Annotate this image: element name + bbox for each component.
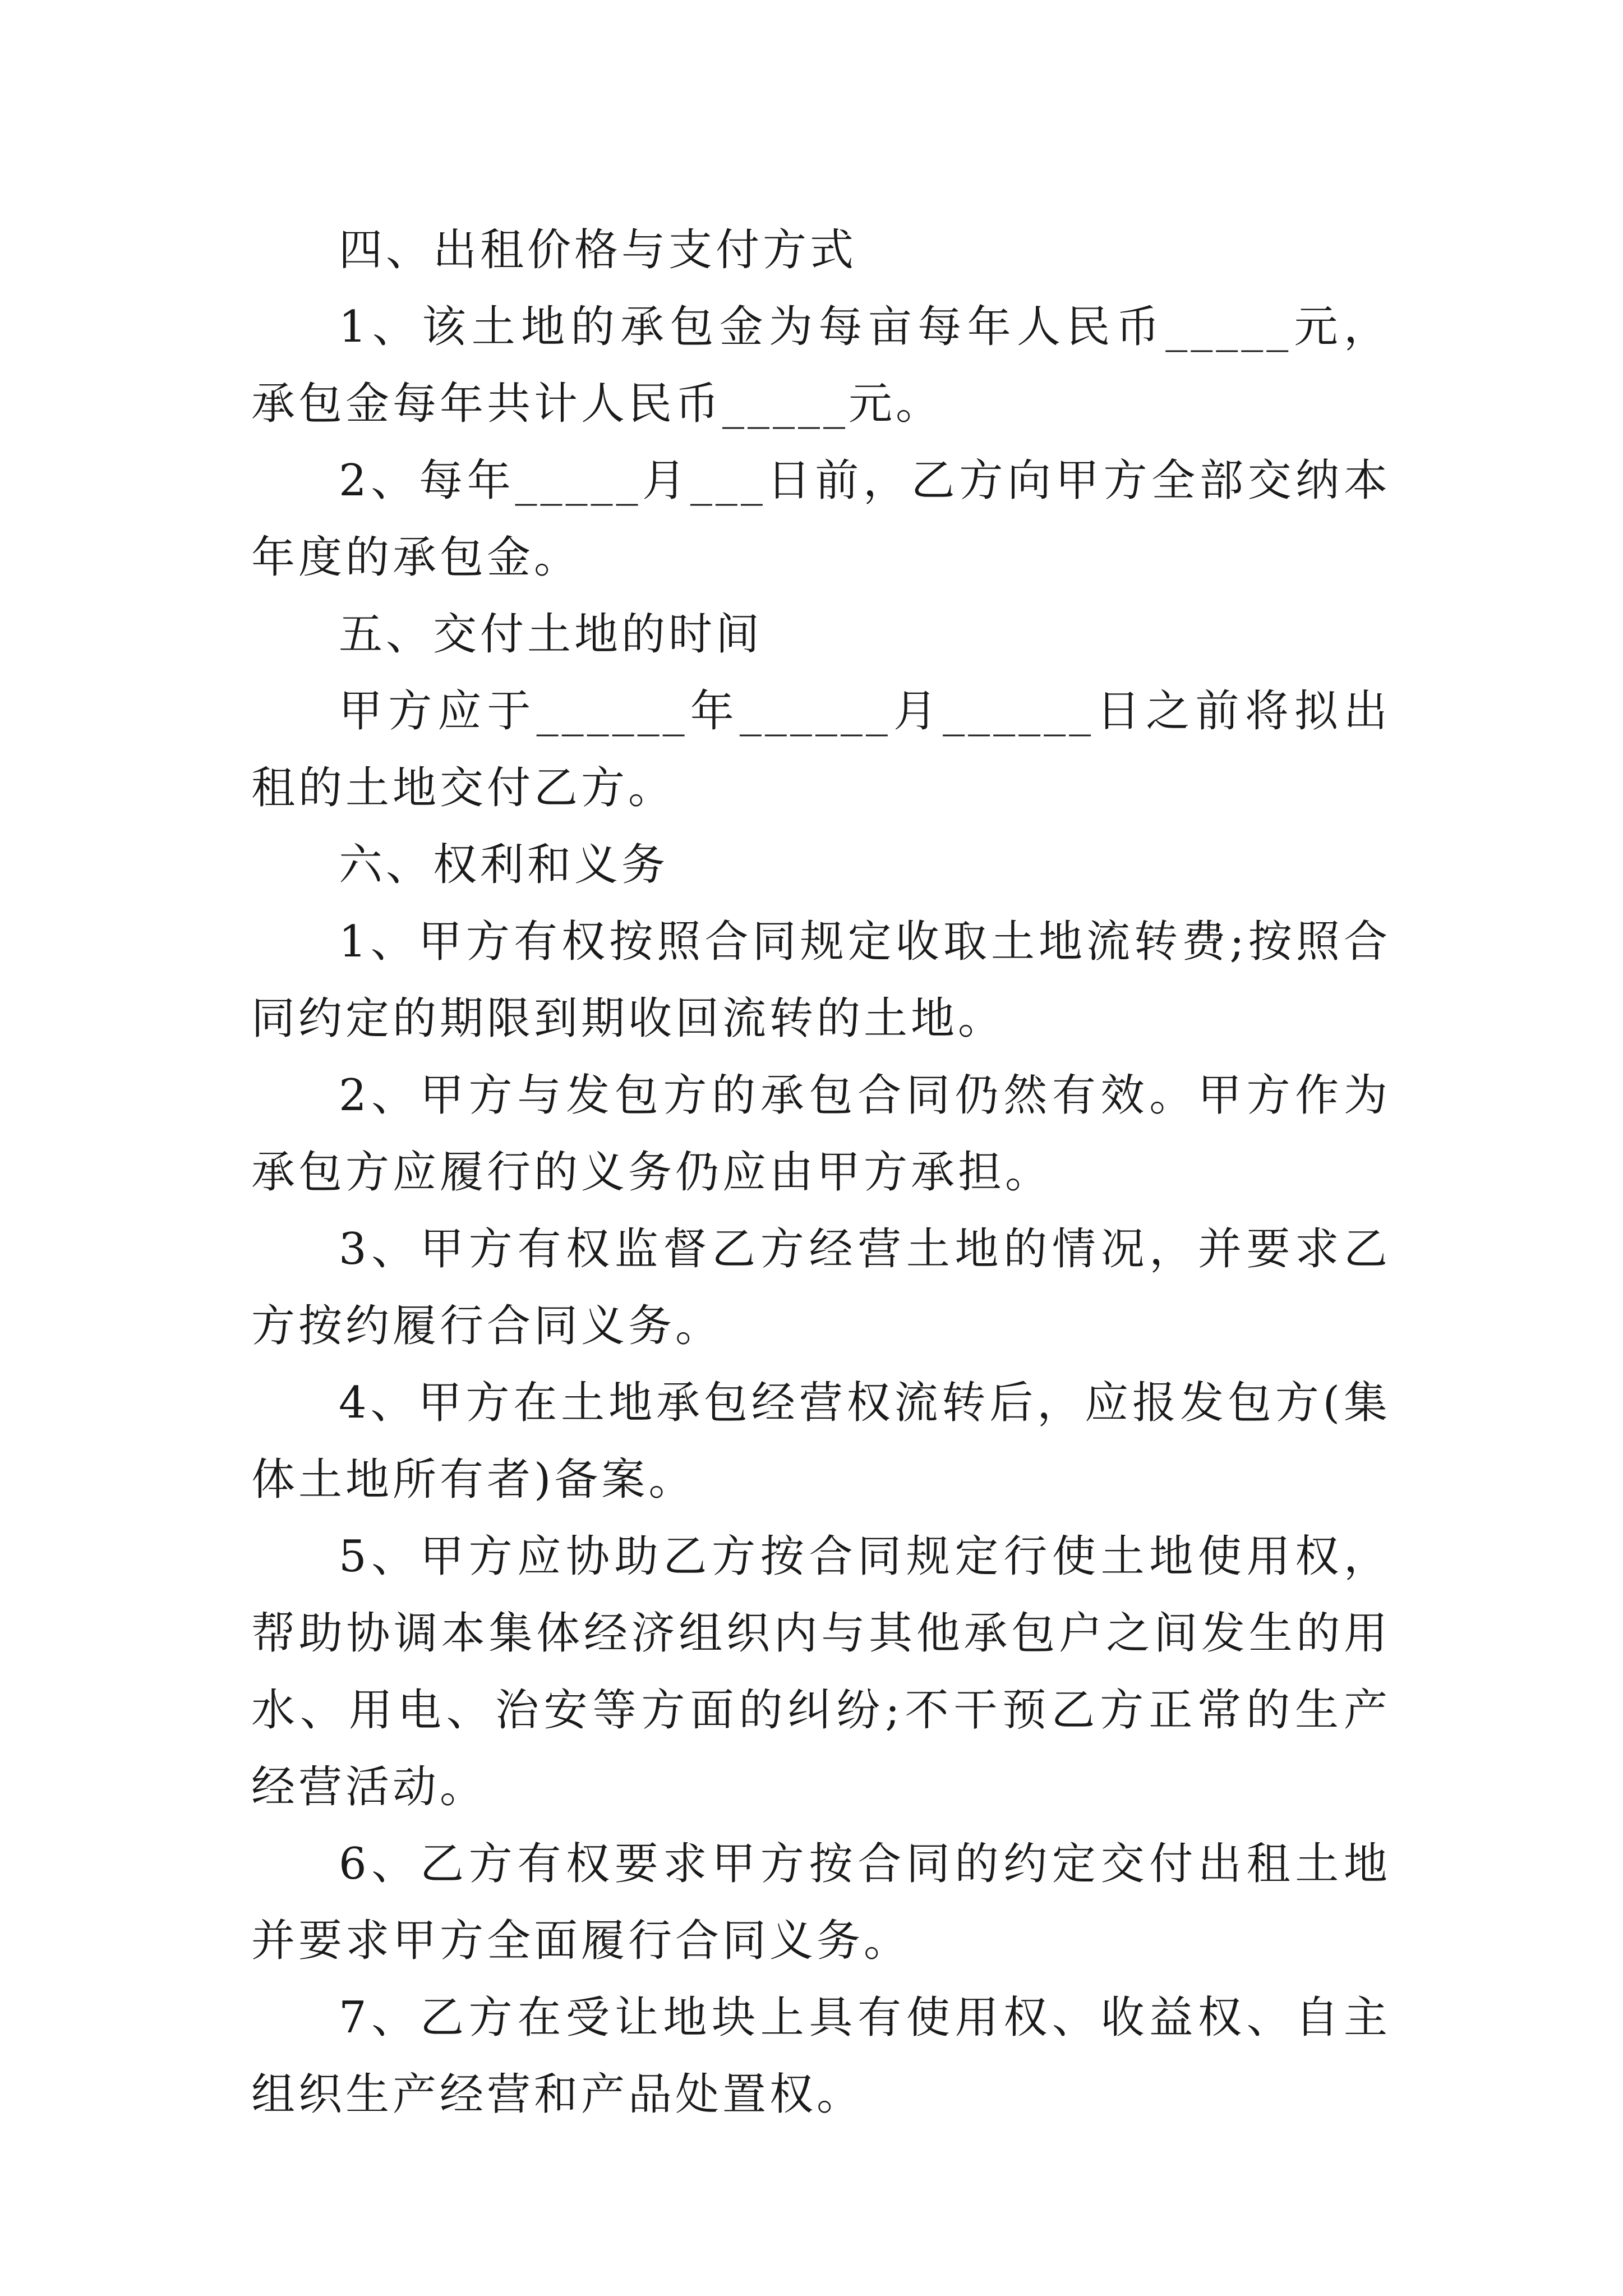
paragraph: 1、该土地的承包金为每亩每年人民币_____元，承包金每年共计人民币_____元。 — [251, 302, 1391, 429]
section-rent-price-payment — [251, 212, 1391, 596]
section-rights-obligations — [251, 827, 1391, 2133]
section-heading: 六、权利和义务 — [339, 840, 669, 890]
paragraph: 5、甲方应协助乙方按合同规定行使土地使用权，帮助协调本集体经济组织内与其他承包户之间发生的用水、用电、治安等方面的纠纷;不干预乙方正常的生产经营活动。 — [251, 1531, 1391, 1812]
paragraph: 7、乙方在受让地块上具有使用权、收益权、自主组织生产经营和产品处置权。 — [251, 1993, 1391, 2120]
section-heading: 五、交付土地的时间 — [339, 609, 763, 660]
document-body — [251, 212, 1391, 2133]
paragraph: 4、甲方在土地承包经营权流转后，应报发包方(集体土地所有者)备案。 — [251, 1378, 1391, 1505]
section-land-delivery-time — [251, 596, 1391, 827]
paragraph: 1、甲方有权按照合同规定收取土地流转费;按照合同约定的期限到期收回流转的土地。 — [251, 917, 1391, 1044]
paragraph: 6、乙方有权要求甲方按合同的约定交付出租土地并要求甲方全面履行合同义务。 — [251, 1839, 1391, 1966]
paragraph: 2、甲方与发包方的承包合同仍然有效。甲方作为承包方应履行的义务仍应由甲方承担。 — [251, 1070, 1391, 1198]
section-heading: 四、出租价格与支付方式 — [339, 225, 857, 275]
paragraph: 甲方应于______年______月______日之前将拟出租的土地交付乙方。 — [251, 686, 1391, 813]
paragraph: 3、甲方有权监督乙方经营土地的情况，并要求乙方按约履行合同义务。 — [251, 1224, 1391, 1351]
paragraph: 2、每年_____月___日前，乙方向甲方全部交纳本年度的承包金。 — [251, 455, 1391, 583]
